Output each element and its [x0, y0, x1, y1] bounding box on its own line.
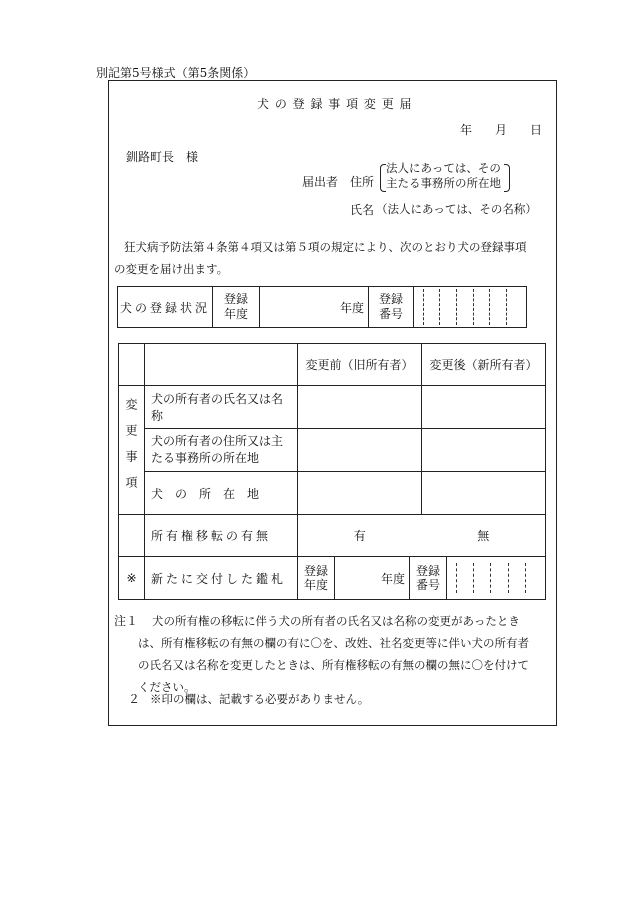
- note1-line2: は、所有権移転の有無の欄の有に〇を、改姓、社名変更等に伴い犬の所有者: [138, 636, 529, 650]
- intro-line2: の変更を届け出ます。: [114, 262, 229, 276]
- owner-address-before-field[interactable]: [298, 429, 422, 472]
- mark-cell: ※: [119, 557, 145, 600]
- address-bracket-right: [504, 164, 510, 192]
- reg-number-label: 登録 番号: [369, 287, 414, 328]
- intro-line1: 狂犬病予防法第４条第４項又は第５項の規定により、次のとおり犬の登録事項: [124, 240, 527, 254]
- tag-reg-number-field[interactable]: [447, 557, 545, 599]
- change-table: [118, 343, 546, 600]
- new-tag-detail-cell: [298, 557, 546, 600]
- note2-text: ※印の欄は、記載する必要がありません。: [150, 692, 370, 706]
- year-label: 年: [460, 123, 473, 137]
- tag-reg-year-field[interactable]: [335, 557, 410, 599]
- dog-location-after-field[interactable]: [422, 472, 546, 515]
- month-label: 月: [495, 123, 508, 137]
- ownership-choice-cell[interactable]: [298, 515, 546, 557]
- corner-cell-left: [119, 344, 145, 386]
- reg-year-field[interactable]: [260, 287, 369, 328]
- note2-number: ２: [128, 692, 141, 706]
- notifier-label: 届出者: [302, 175, 339, 189]
- section-label: 変更事項: [119, 386, 145, 515]
- row-label-owner-address: 犬の所有者の住所又は主たる事務所の所在地: [145, 429, 298, 472]
- note1-number: 注１: [114, 614, 139, 628]
- reg-year-label: 登録 年度: [213, 287, 260, 328]
- owner-address-after-field[interactable]: [422, 429, 546, 472]
- name-label: 氏名: [350, 203, 375, 217]
- tag-reg-number-label: 登録 番号: [410, 557, 447, 599]
- ownership-yes[interactable]: 有: [353, 529, 366, 543]
- reg-year-suffix: 年度: [339, 300, 364, 315]
- reg-number-field[interactable]: [414, 287, 527, 328]
- note1-line4: ください。: [138, 680, 196, 694]
- name-note: （法人にあっては、その名称）: [376, 202, 537, 216]
- new-tag-label: 新たに交付した鑑札: [145, 557, 298, 600]
- address-note-line2: 主たる事務所の所在地: [386, 176, 501, 190]
- row-label-owner-name: 犬の所有者の氏名又は名称: [145, 386, 298, 429]
- corner-cell: [145, 344, 298, 386]
- tag-year-suffix: 年度: [380, 571, 405, 586]
- owner-name-after-field[interactable]: [422, 386, 546, 429]
- form-title: 犬 の 登 録 事 項 変 更 届: [257, 97, 413, 111]
- row-label-dog-location: 犬 の 所 在 地: [145, 472, 298, 515]
- tag-reg-year-label: 登録 年度: [298, 557, 335, 599]
- form-label: 別記第5号様式（第5条関係）: [96, 66, 256, 80]
- before-header: 変更前（旧所有者）: [298, 344, 422, 386]
- owner-name-before-field[interactable]: [298, 386, 422, 429]
- addressee: 釧路町長 様: [126, 150, 199, 164]
- after-header: 変更後（新所有者）: [422, 344, 546, 386]
- day-label: 日: [530, 123, 543, 137]
- registration-status-table: [117, 286, 527, 328]
- ownership-empty-cell: [119, 515, 145, 557]
- ownership-no[interactable]: 無: [477, 529, 490, 543]
- address-label: 住所: [350, 175, 375, 189]
- dog-location-before-field[interactable]: [298, 472, 422, 515]
- address-note-line1: 法人にあっては、その: [386, 161, 501, 175]
- note1-line1: 犬の所有権の移転に伴う犬の所有者の氏名又は名称の変更があったとき: [152, 614, 520, 628]
- note1-line3: の氏名又は名称を変更したときは、所有権移転の有無の欄の無に〇を付けて: [138, 658, 529, 672]
- ownership-transfer-label: 所有権移転の有無: [145, 515, 298, 557]
- registration-status-label: 犬の登録状況: [118, 287, 213, 328]
